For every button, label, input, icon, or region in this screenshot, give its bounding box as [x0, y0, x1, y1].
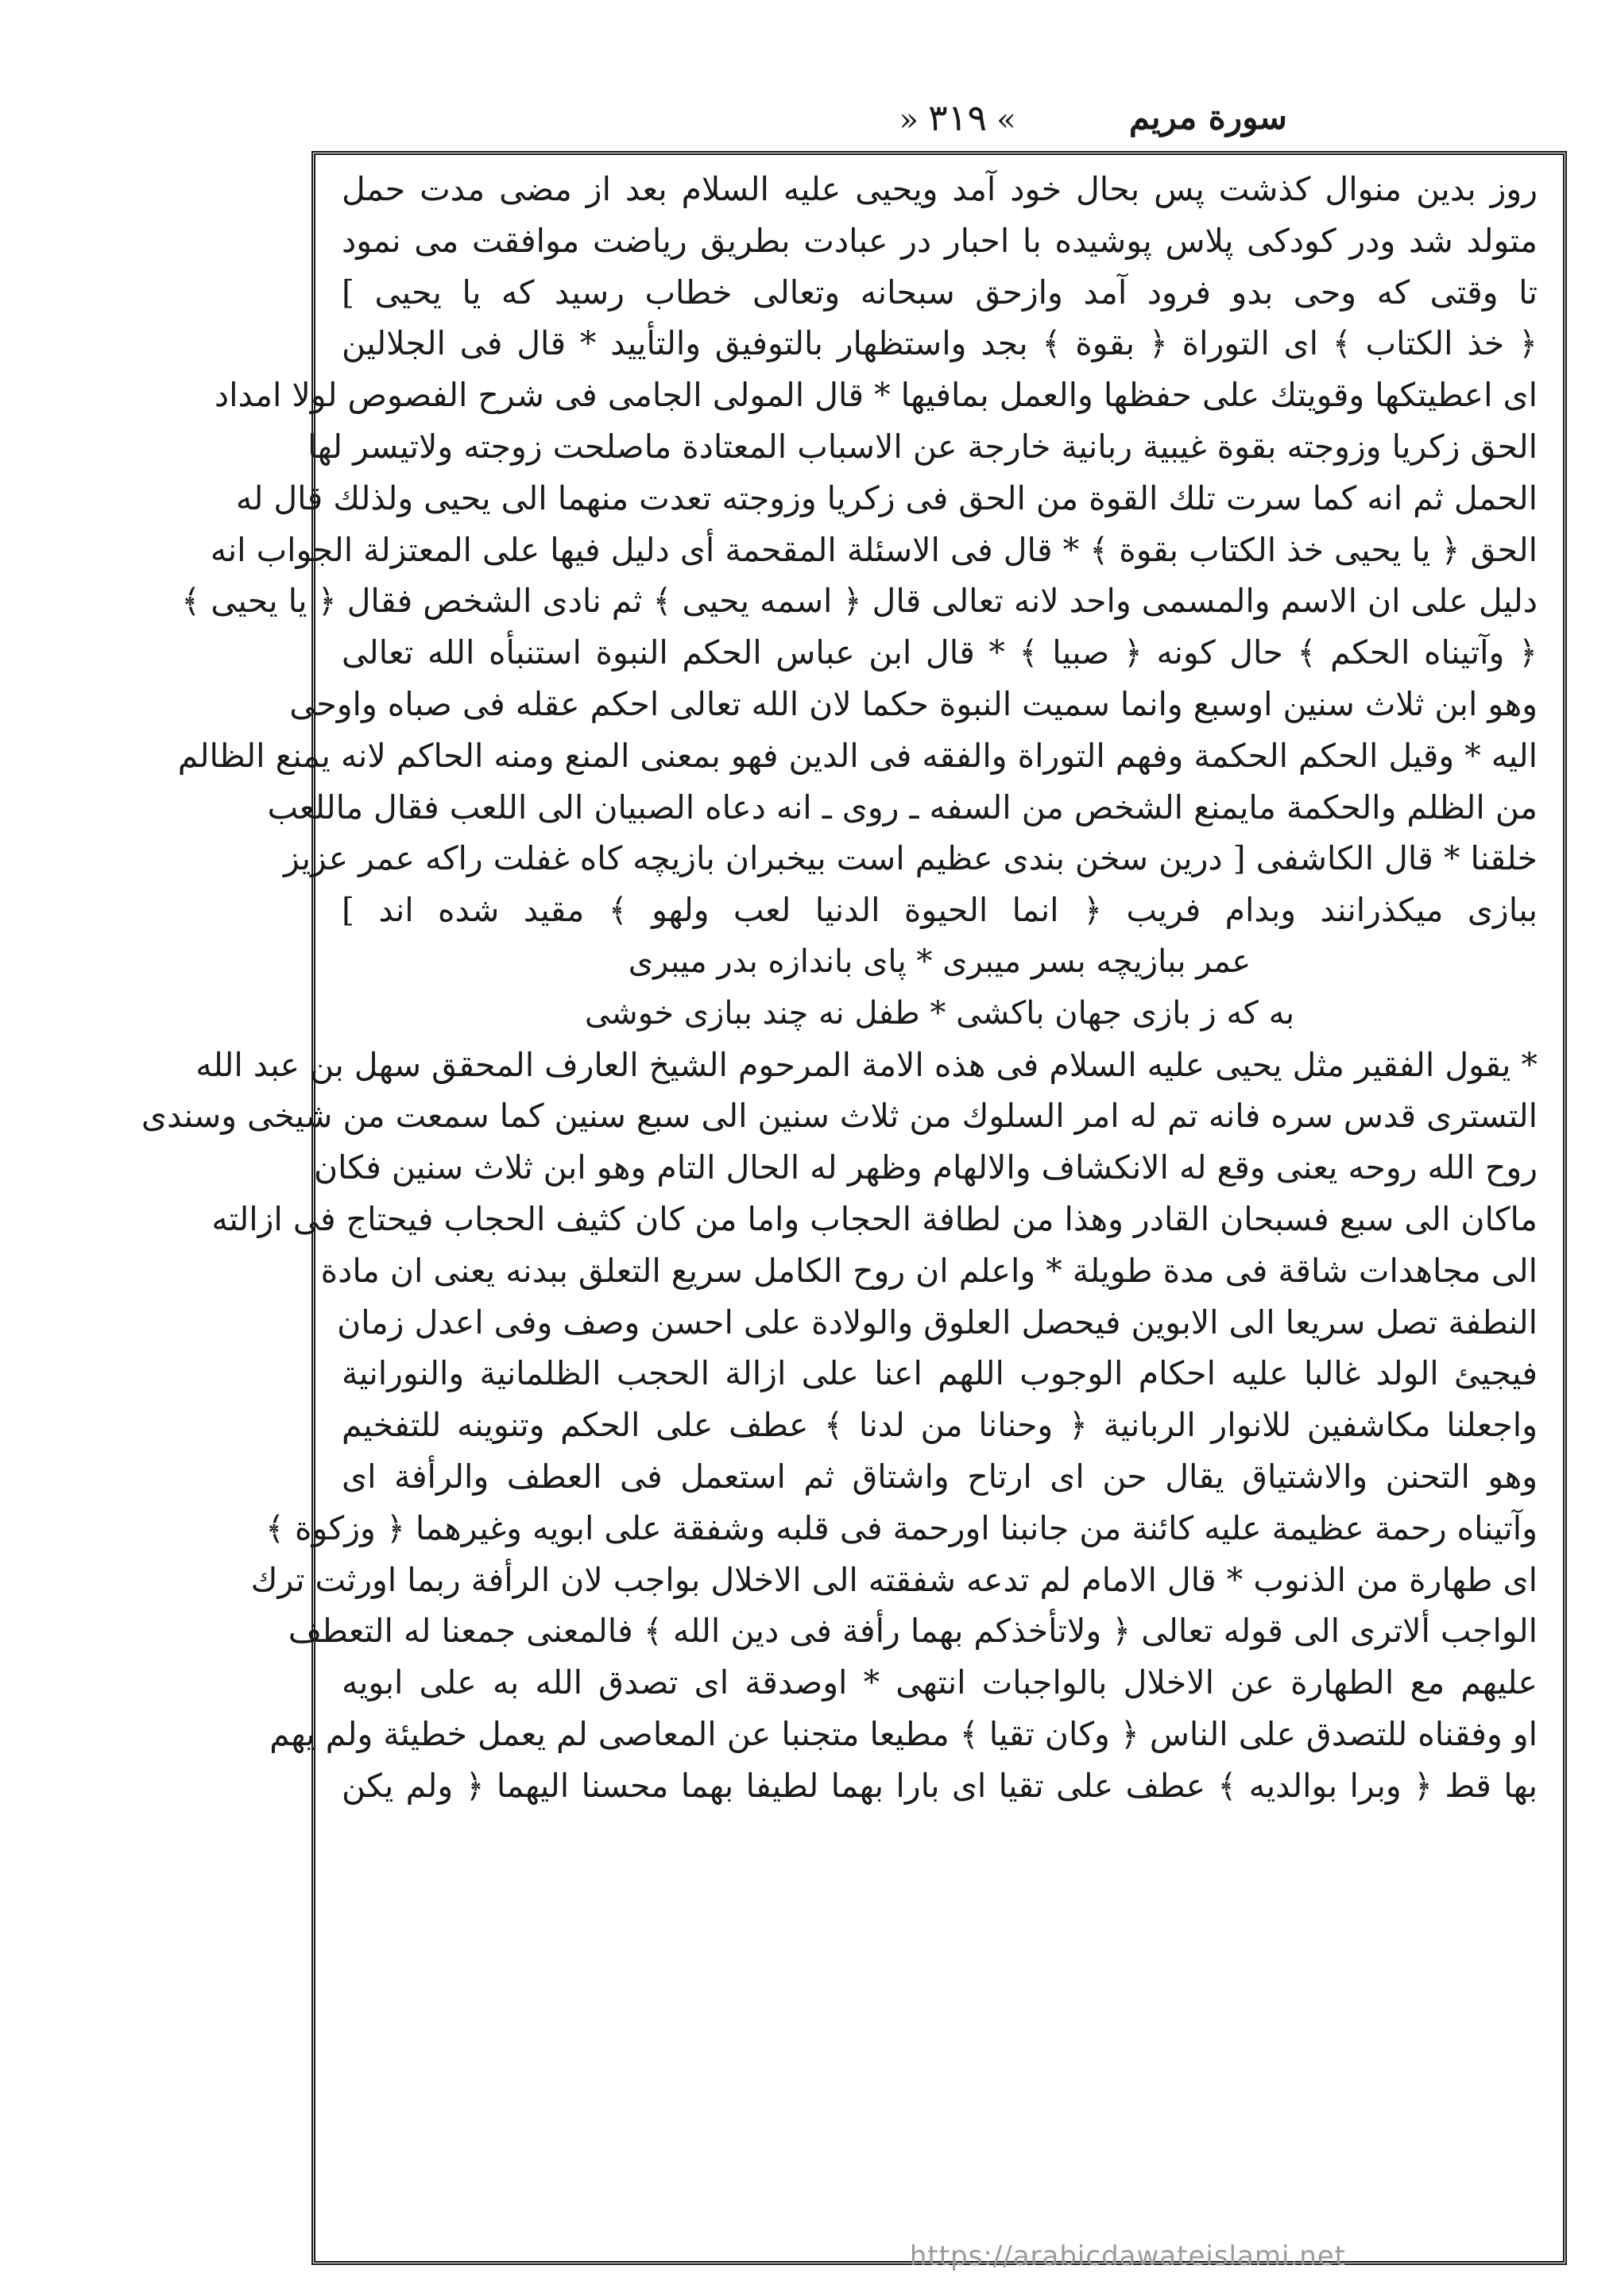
text-line: الحق ﴿ يا يحيى خذ الكتاب بقوة ﴾ * قال فى الاسئلة المقحمة أى دليل فيها على المعتزلة الجواب انه — [210, 530, 1538, 569]
text-line: ماكان الى سبع فسبحان القادر وهذا من لطافة الحجاب واما من كان كثيف الحجاب فيحتاج فى ازالته — [211, 1199, 1538, 1238]
text-line: اى طهارة من الذنوب * قال الامام لم تدعه شفقته الى الاخلال بواجب لان الرأفة ربما اورثت ترك — [250, 1560, 1538, 1599]
text-line: النطفة تصل سريعا الى الابوين فيحصل العلوق والولادة على احسن وصف وفى اعدل زمان — [337, 1303, 1538, 1342]
text-line: الحق زكريا وزوجته بقوة غيبية ربانية خارجة عن الاسباب المعتادة ماصلحت زوجته ولاتيسر لها — [308, 427, 1538, 466]
text-line: وهو ابن ثلاث سنين اوسبع وانما سميت النبوة حكما لان الله تعالى احكم عقله فى صباه واوحى — [289, 684, 1538, 723]
text-line: فيجيئ الولد غالبا عليه احكام الوجوب اللهم اعنا على ازالة الحجب الظلمانية والنورانية — [342, 1354, 1538, 1393]
text-line: خلقنا * قال الكاشفى [ درين سخن بندى عظيم است بيخبران بازيچه كاه غفلت راكه عمر عزيز — [284, 839, 1538, 878]
text-line: اليه * وقيل الحكم الحكمة وفهم التوراة والفقه فى الدين فهو بمعنى المنع ومنه الحاكم لانه يمنع الظالم — [177, 736, 1538, 775]
text-line: روز بدين منوال كذشت پس بحال خود آمد ويحيى عليه السلام بعد از مضى مدت حمل — [342, 170, 1538, 208]
text-line: الى مجاهدات شاقة فى مدة طويلة * واعلم ان روح الكامل سريع التعلق ببدنه يعنى ان مادة — [320, 1251, 1538, 1290]
watermark: https://arabicdawateislami.net — [909, 2240, 1346, 2272]
text-line: الواجب ألاترى الى قوله تعالى ﴿ ولاتأخذكم بهما رأفة فى دين الله ﴾ فالمعنى جمعنا له التعطف — [288, 1612, 1538, 1651]
text-line: التسترى قدس سره فانه تم له امر السلوك من ثلاث سنين الى سبع سنين كما سمعت من شيخى وسندى — [141, 1097, 1538, 1136]
text-line: متولد شد ودر كودكى پلاس پوشيده با احبار در عبادت بطريق رياضت موافقت مى نمود — [342, 221, 1538, 260]
text-line: اى اعطيتكها وقويتك على حفظها والعمل بمافيها * قال المولى الجامى فى شرح الفصوص لولا امداد — [214, 376, 1538, 415]
text-line: تا وقتى كه وحى بدو فرود آمد وازحق سبحانه وتعالى خطاب رسيد كه يا يحيى ] — [342, 273, 1538, 312]
text-line: بها قط ﴿ وبرا بوالديه ﴾ عطف على تقيا اى بارا بهما لطيفا بهما محسنا اليهما ﴿ ولم يكن — [342, 1766, 1538, 1805]
poem-line: به كه ز بازى جهان باكشى * طفل نه چند ببازى خوشى — [584, 994, 1295, 1032]
body-text — [141, 164, 1538, 1812]
text-line: روح الله روحه يعنى وقع له الانكشاف والالهام وظهر له الحال التام وهو ابن ثلاث سنين فكان — [313, 1148, 1538, 1187]
text-line: واجعلنا مكاشفين للانوار الربانية ﴿ وحنانا من لدنا ﴾ عطف على الحكم وتنوينه للتفخيم — [342, 1406, 1538, 1445]
text-line: عليهم مع الطهارة عن الاخلال بالواجبات انتهى * اوصدقة اى تصدق الله به على ابويه — [342, 1663, 1538, 1702]
page-number: » ٣١٩ « — [779, 86, 1136, 149]
text-line: الحمل ثم انه كما سرت تلك القوة من الحق فى زكريا وزوجته تعدت منهما الى يحيى ولذلك قال له — [235, 478, 1538, 517]
text-line: دليل على ان الاسم والمسمى واحد لانه تعالى قال ﴿ اسمه يحيى ﴾ ثم نادى الشخص فقال ﴿ يا يحيى ﴾ — [181, 582, 1538, 621]
text-line: وآتيناه رحمة عظيمة عليه كائنة من جانبنا اورحمة فى قلبه وشفقة على ابويه وغيرهما ﴿ وزكوة ﴾ — [265, 1508, 1538, 1547]
surah-title: سورة مريم — [1128, 98, 1287, 137]
text-line: من الظلم والحكمة مايمنع الشخص من السفه ـ روى ـ انه دعاه الصبيان الى اللعب فقال ماللعب — [267, 788, 1538, 827]
text-line: او وفقناه للتصدق على الناس ﴿ وكان تقيا ﴾ مطيعا متجنبا عن المعاصى لم يعمل خطيئة ولم يهم — [269, 1714, 1538, 1753]
text-line: ببازى ميكذرانند وبدام فريب ﴿ انما الحيوة الدنيا لعب ولهو ﴾ مقيد شده اند ] — [342, 891, 1538, 930]
text-line: ﴿ وآتيناه الحكم ﴾ حال كونه ﴿ صبيا ﴾ * قال ابن عباس الحكم النبوة استنبأه الله تعالى — [342, 633, 1538, 672]
text-line: وهو التحنن والاشتياق يقال حن اى ارتاح واشتاق ثم استعمل فى العطف والرأفة اى — [342, 1457, 1538, 1496]
poem-line: عمر ببازيچه بسر ميبرى * پاى باندازه بدر ميبرى — [628, 943, 1251, 980]
page-header — [302, 86, 1613, 149]
text-line: ﴿ خذ الكتاب ﴾ اى التوراة ﴿ بقوة ﴾ بجد واستظهار بالتوفيق والتأييد * قال فى الجلالين — [342, 324, 1538, 363]
text-line: * يقول الفقير مثل يحيى عليه السلام فى هذه الامة المرحوم الشيخ العارف المحقق سهل بن عبد الله — [195, 1045, 1538, 1084]
